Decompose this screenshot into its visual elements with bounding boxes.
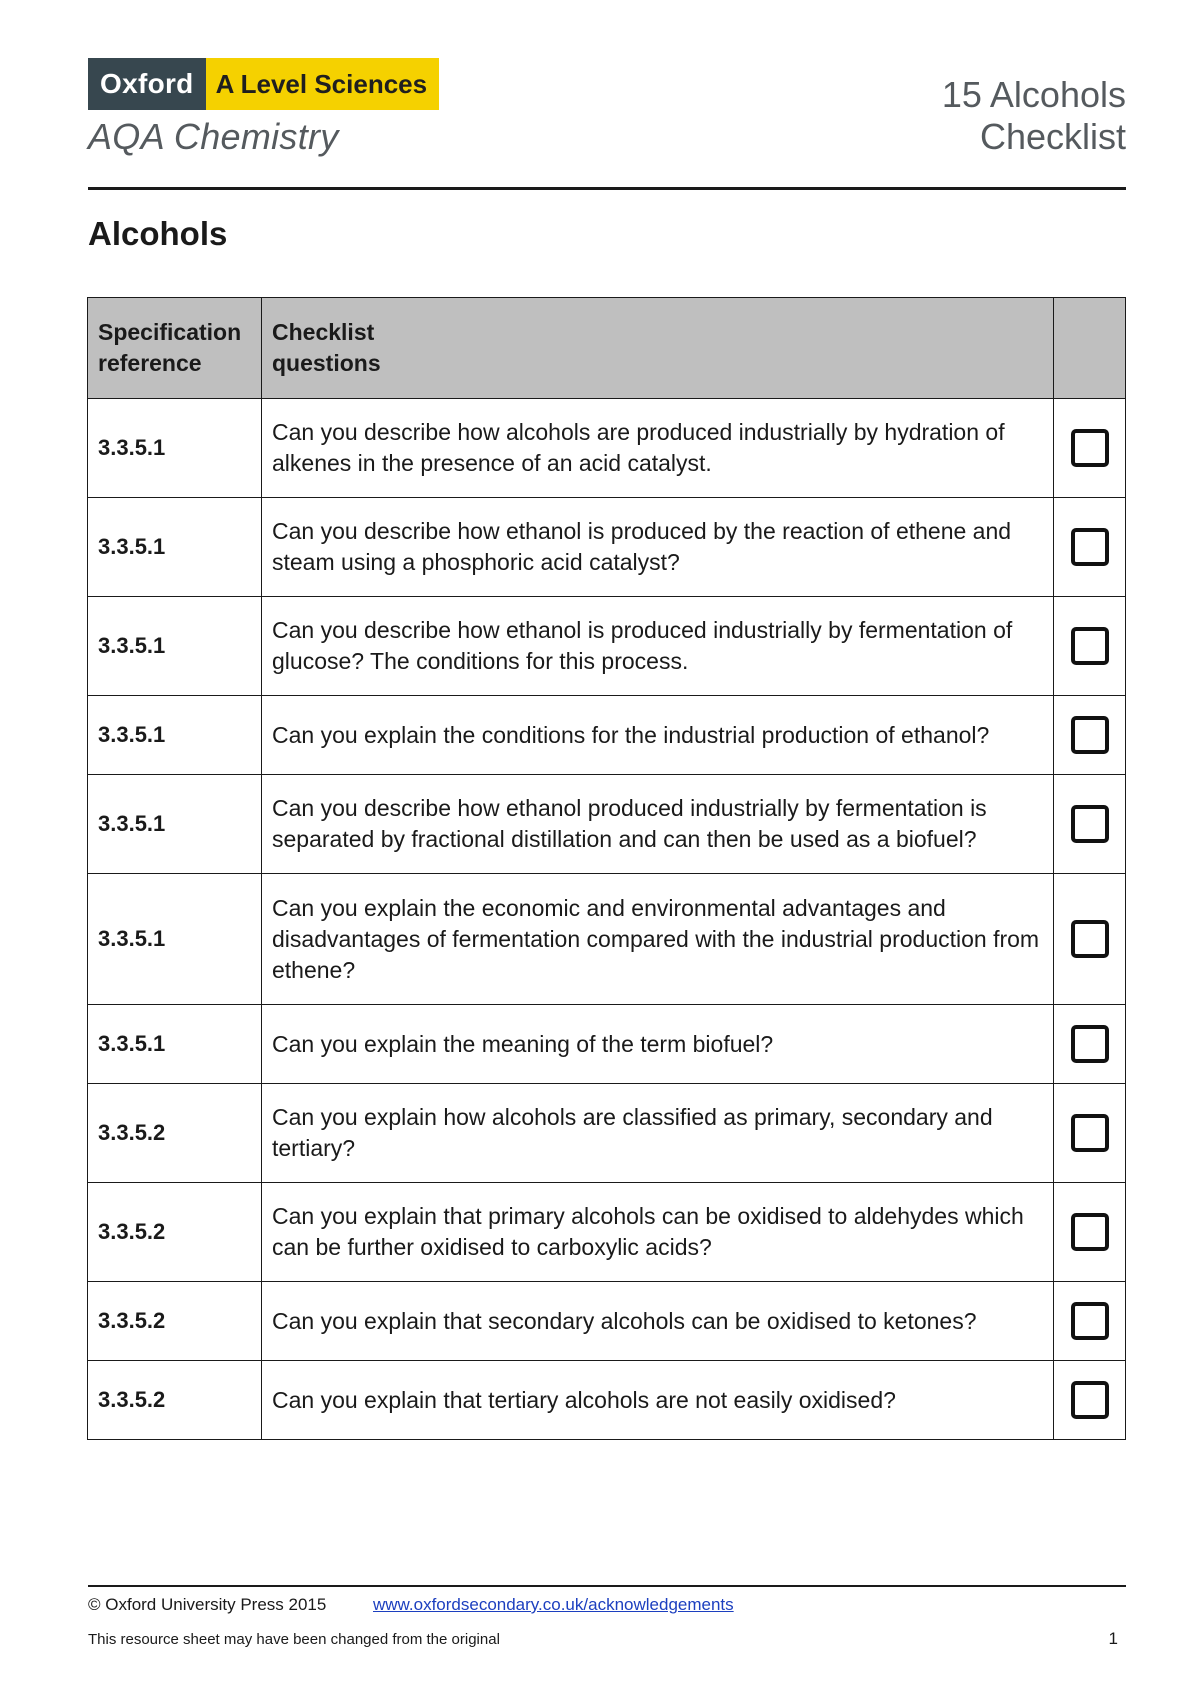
- checkbox-cell: [1054, 1005, 1126, 1084]
- spec-reference: 3.3.5.1: [88, 696, 262, 775]
- spec-reference: 3.3.5.2: [88, 1282, 262, 1361]
- table-row: [88, 874, 1126, 1005]
- page-number: 1: [1108, 1629, 1118, 1648]
- checklist-question: Can you explain that secondary alcohols can be oxidised to ketones?: [262, 1282, 1054, 1361]
- spec-reference: 3.3.5.2: [88, 1361, 262, 1440]
- checklist-table: [87, 297, 1126, 1440]
- checkbox[interactable]: [1071, 627, 1109, 665]
- column-header-spec-line1: Specification: [98, 319, 242, 345]
- footer-note: This resource sheet may have been changed from the original: [88, 1631, 500, 1648]
- table-row: [88, 1084, 1126, 1183]
- table-row: [88, 597, 1126, 696]
- spec-reference: 3.3.5.1: [88, 498, 262, 597]
- checkbox-cell: [1054, 1282, 1126, 1361]
- table-row: [88, 696, 1126, 775]
- table-row: [88, 1282, 1126, 1361]
- checklist-question: Can you describe how ethanol produced industrially by fermentation is separated by fractional distillation and can then be used as a biofuel?: [262, 775, 1054, 874]
- checklist-question: Can you explain how alcohols are classified as primary, secondary and tertiary?: [262, 1084, 1054, 1183]
- checkbox[interactable]: [1071, 716, 1109, 754]
- checklist-question: Can you describe how alcohols are produced industrially by hydration of alkenes in the presence of an acid catalyst.: [262, 399, 1054, 498]
- checkbox-cell: [1054, 775, 1126, 874]
- checkbox-cell: [1054, 597, 1126, 696]
- column-header-checklist-line1: Checklist: [272, 319, 375, 345]
- section-heading: Alcohols: [88, 215, 228, 252]
- spec-reference: 3.3.5.1: [88, 1005, 262, 1084]
- table-header-row: [88, 298, 1126, 399]
- brand-alevel-label: A Level Sciences: [206, 58, 440, 110]
- checkbox-cell: [1054, 1084, 1126, 1183]
- checkbox-cell: [1054, 874, 1126, 1005]
- checkbox[interactable]: [1071, 1381, 1109, 1419]
- checkbox[interactable]: [1071, 1302, 1109, 1340]
- checkbox[interactable]: [1071, 920, 1109, 958]
- spec-reference: 3.3.5.1: [88, 775, 262, 874]
- checkbox[interactable]: [1071, 1213, 1109, 1251]
- table-row: [88, 775, 1126, 874]
- spec-reference: 3.3.5.1: [88, 874, 262, 1005]
- checklist-question: Can you describe how ethanol is produced industrially by fermentation of glucose? The conditions for this process.: [262, 597, 1054, 696]
- checklist-question: Can you describe how ethanol is produced by the reaction of ethene and steam using a phosphoric acid catalyst?: [262, 498, 1054, 597]
- footer-copyright: © Oxford University Press 2015: [88, 1595, 327, 1614]
- column-header-spec-line2: reference: [98, 350, 202, 376]
- column-header-spec: [88, 298, 262, 399]
- checkbox-cell: [1054, 498, 1126, 597]
- checklist-question: Can you explain that tertiary alcohols are not easily oxidised?: [262, 1361, 1054, 1440]
- subject-title: AQA Chemistry: [88, 116, 339, 157]
- checkbox[interactable]: [1071, 805, 1109, 843]
- spec-reference: 3.3.5.1: [88, 399, 262, 498]
- checkbox[interactable]: [1071, 1114, 1109, 1152]
- table-row: [88, 498, 1126, 597]
- checkbox[interactable]: [1071, 429, 1109, 467]
- checklist-question: Can you explain that primary alcohols can be oxidised to aldehydes which can be further oxidised to carboxylic acids?: [262, 1183, 1054, 1282]
- document-title-line1: 15 Alcohols: [941, 74, 1126, 115]
- checklist-question: Can you explain the meaning of the term biofuel?: [262, 1005, 1054, 1084]
- checklist-question: Can you explain the conditions for the industrial production of ethanol?: [262, 696, 1054, 775]
- column-header-checklist-line2: questions: [272, 350, 381, 376]
- checkbox-cell: [1054, 1361, 1126, 1440]
- footer-divider: [88, 1585, 1126, 1587]
- spec-reference: 3.3.5.2: [88, 1183, 262, 1282]
- table-row: [88, 1005, 1126, 1084]
- checkbox[interactable]: [1071, 528, 1109, 566]
- spec-reference: 3.3.5.2: [88, 1084, 262, 1183]
- spec-reference: 3.3.5.1: [88, 597, 262, 696]
- header-divider: [88, 187, 1126, 190]
- checkbox-cell: [1054, 696, 1126, 775]
- checkbox[interactable]: [1071, 1025, 1109, 1063]
- brand-oxford-label: Oxford: [88, 58, 206, 110]
- document-title-line2: Checklist: [979, 116, 1126, 157]
- acknowledgements-link[interactable]: www.oxfordsecondary.co.uk/acknowledgements: [373, 1595, 734, 1614]
- table-row: [88, 1361, 1126, 1440]
- document-title: [942, 74, 1126, 158]
- checklist-question: Can you explain the economic and environmental advantages and disadvantages of fermentation compared with the industrial production from ethene?: [262, 874, 1054, 1005]
- table-row: [88, 1183, 1126, 1282]
- checkbox-cell: [1054, 1183, 1126, 1282]
- page-header: [88, 58, 1126, 188]
- column-header-checkbox: [1054, 298, 1126, 399]
- column-header-checklist: [262, 298, 1054, 399]
- brand-logo: [88, 58, 439, 110]
- table-row: [88, 399, 1126, 498]
- checkbox-cell: [1054, 399, 1126, 498]
